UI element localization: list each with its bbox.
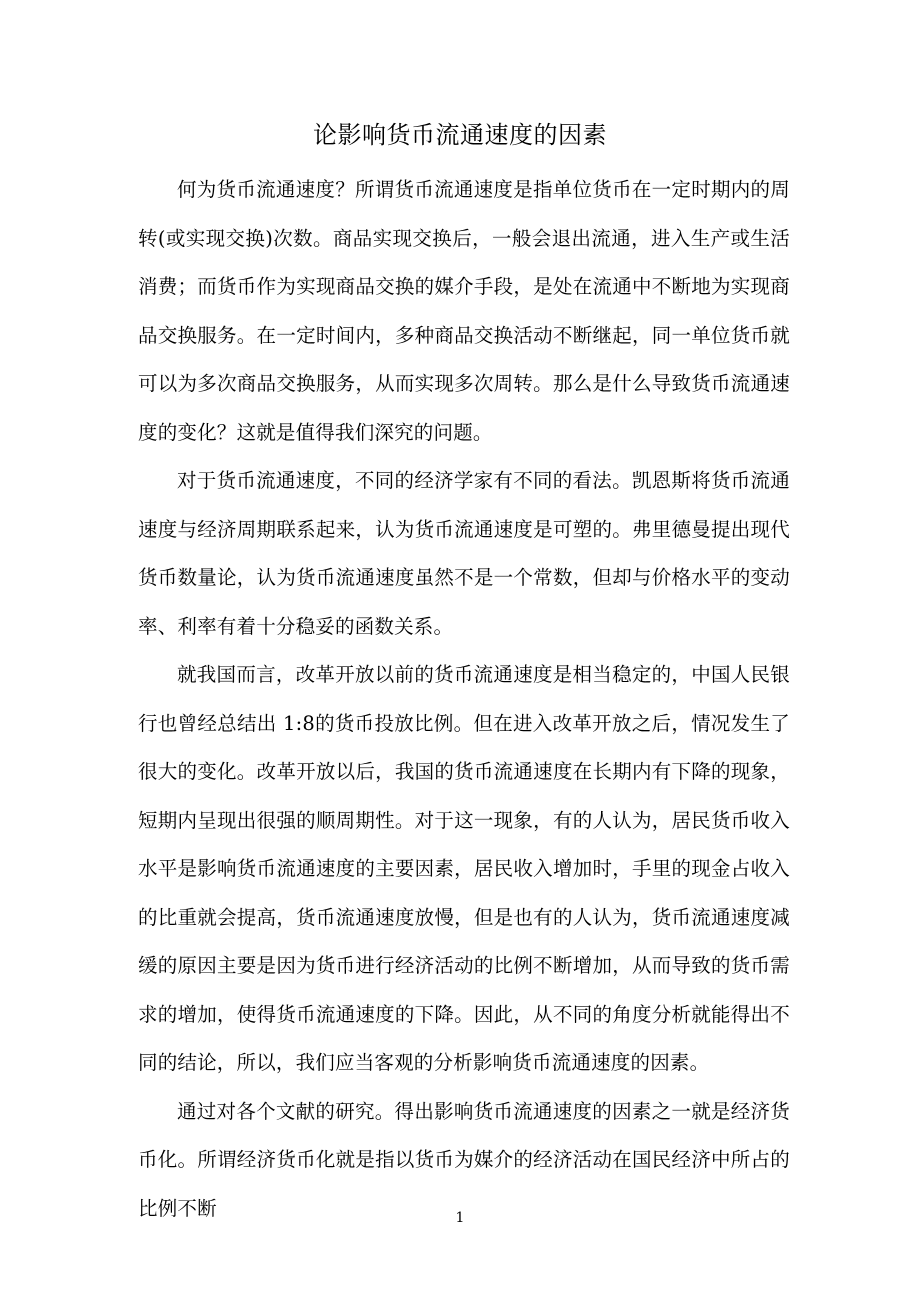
page-number: 1 <box>455 1210 465 1226</box>
document-title: 论影响货币流通速度的因素 <box>313 121 607 149</box>
paragraph-1: 何为货币流通速度？所谓货币流通速度是指单位货币在一定时期内的周转(或实现交换)次数。商品实现交换后，一般会退出流通，进入生产或生活消费；而货币作为实现商品交换的媒介手段，是处在流通中不断地为实现商品交换服务。在一定时间内，多种商品交换活动不断继起，同一单位货币就可以为多次商品交换服务，从而实现多次周转。那么是什么导致货币流通速度的变化？这就是值得我们深究的问题。 <box>138 178 790 444</box>
paragraph-2: 对于货币流通速度，不同的经济学家有不同的看法。凯恩斯将货币流通速度与经济周期联系起来，认为货币流通速度是可塑的。弗里德曼提出现代货币数量论，认为货币流通速度虽然不是一个常数，但却与价格水平的变动率、利率有着十分稳妥的函数关系。 <box>138 469 790 638</box>
paragraph-4: 通过对各个文献的研究。得出影响货币流通速度的因素之一就是经济货币化。所谓经济货币化就是指以货币为媒介的经济活动在国民经济中所占的比例不断 <box>138 1099 790 1220</box>
document-body <box>138 166 790 1233</box>
paragraph-3: 就我国而言，改革开放以前的货币流通速度是相当稳定的，中国人民银行也曾经总结出 1:8的货币投放比例。但在进入改革开放之后，情况发生了很大的变化。改革开放以后，我国的货币流通速度在长期内有下降的现象，短期内呈现出很强的顺周期性。对于这一现象，有的人认为，居民货币收入水平是影响货币流通速度的主要因素，居民收入增加时，手里的现金占收入的比重就会提高，货币流通速度放慢，但是也有的人认为，货币流通速度减缓的原因主要是因为货币进行经济活动的比例不断增加，从而导致的货币需求的增加，使得货币流通速度的下降。因此，从不同的角度分析就能得出不同的结论，所以，我们应当客观的分析影响货币流通速度的因素。 <box>138 663 790 1074</box>
